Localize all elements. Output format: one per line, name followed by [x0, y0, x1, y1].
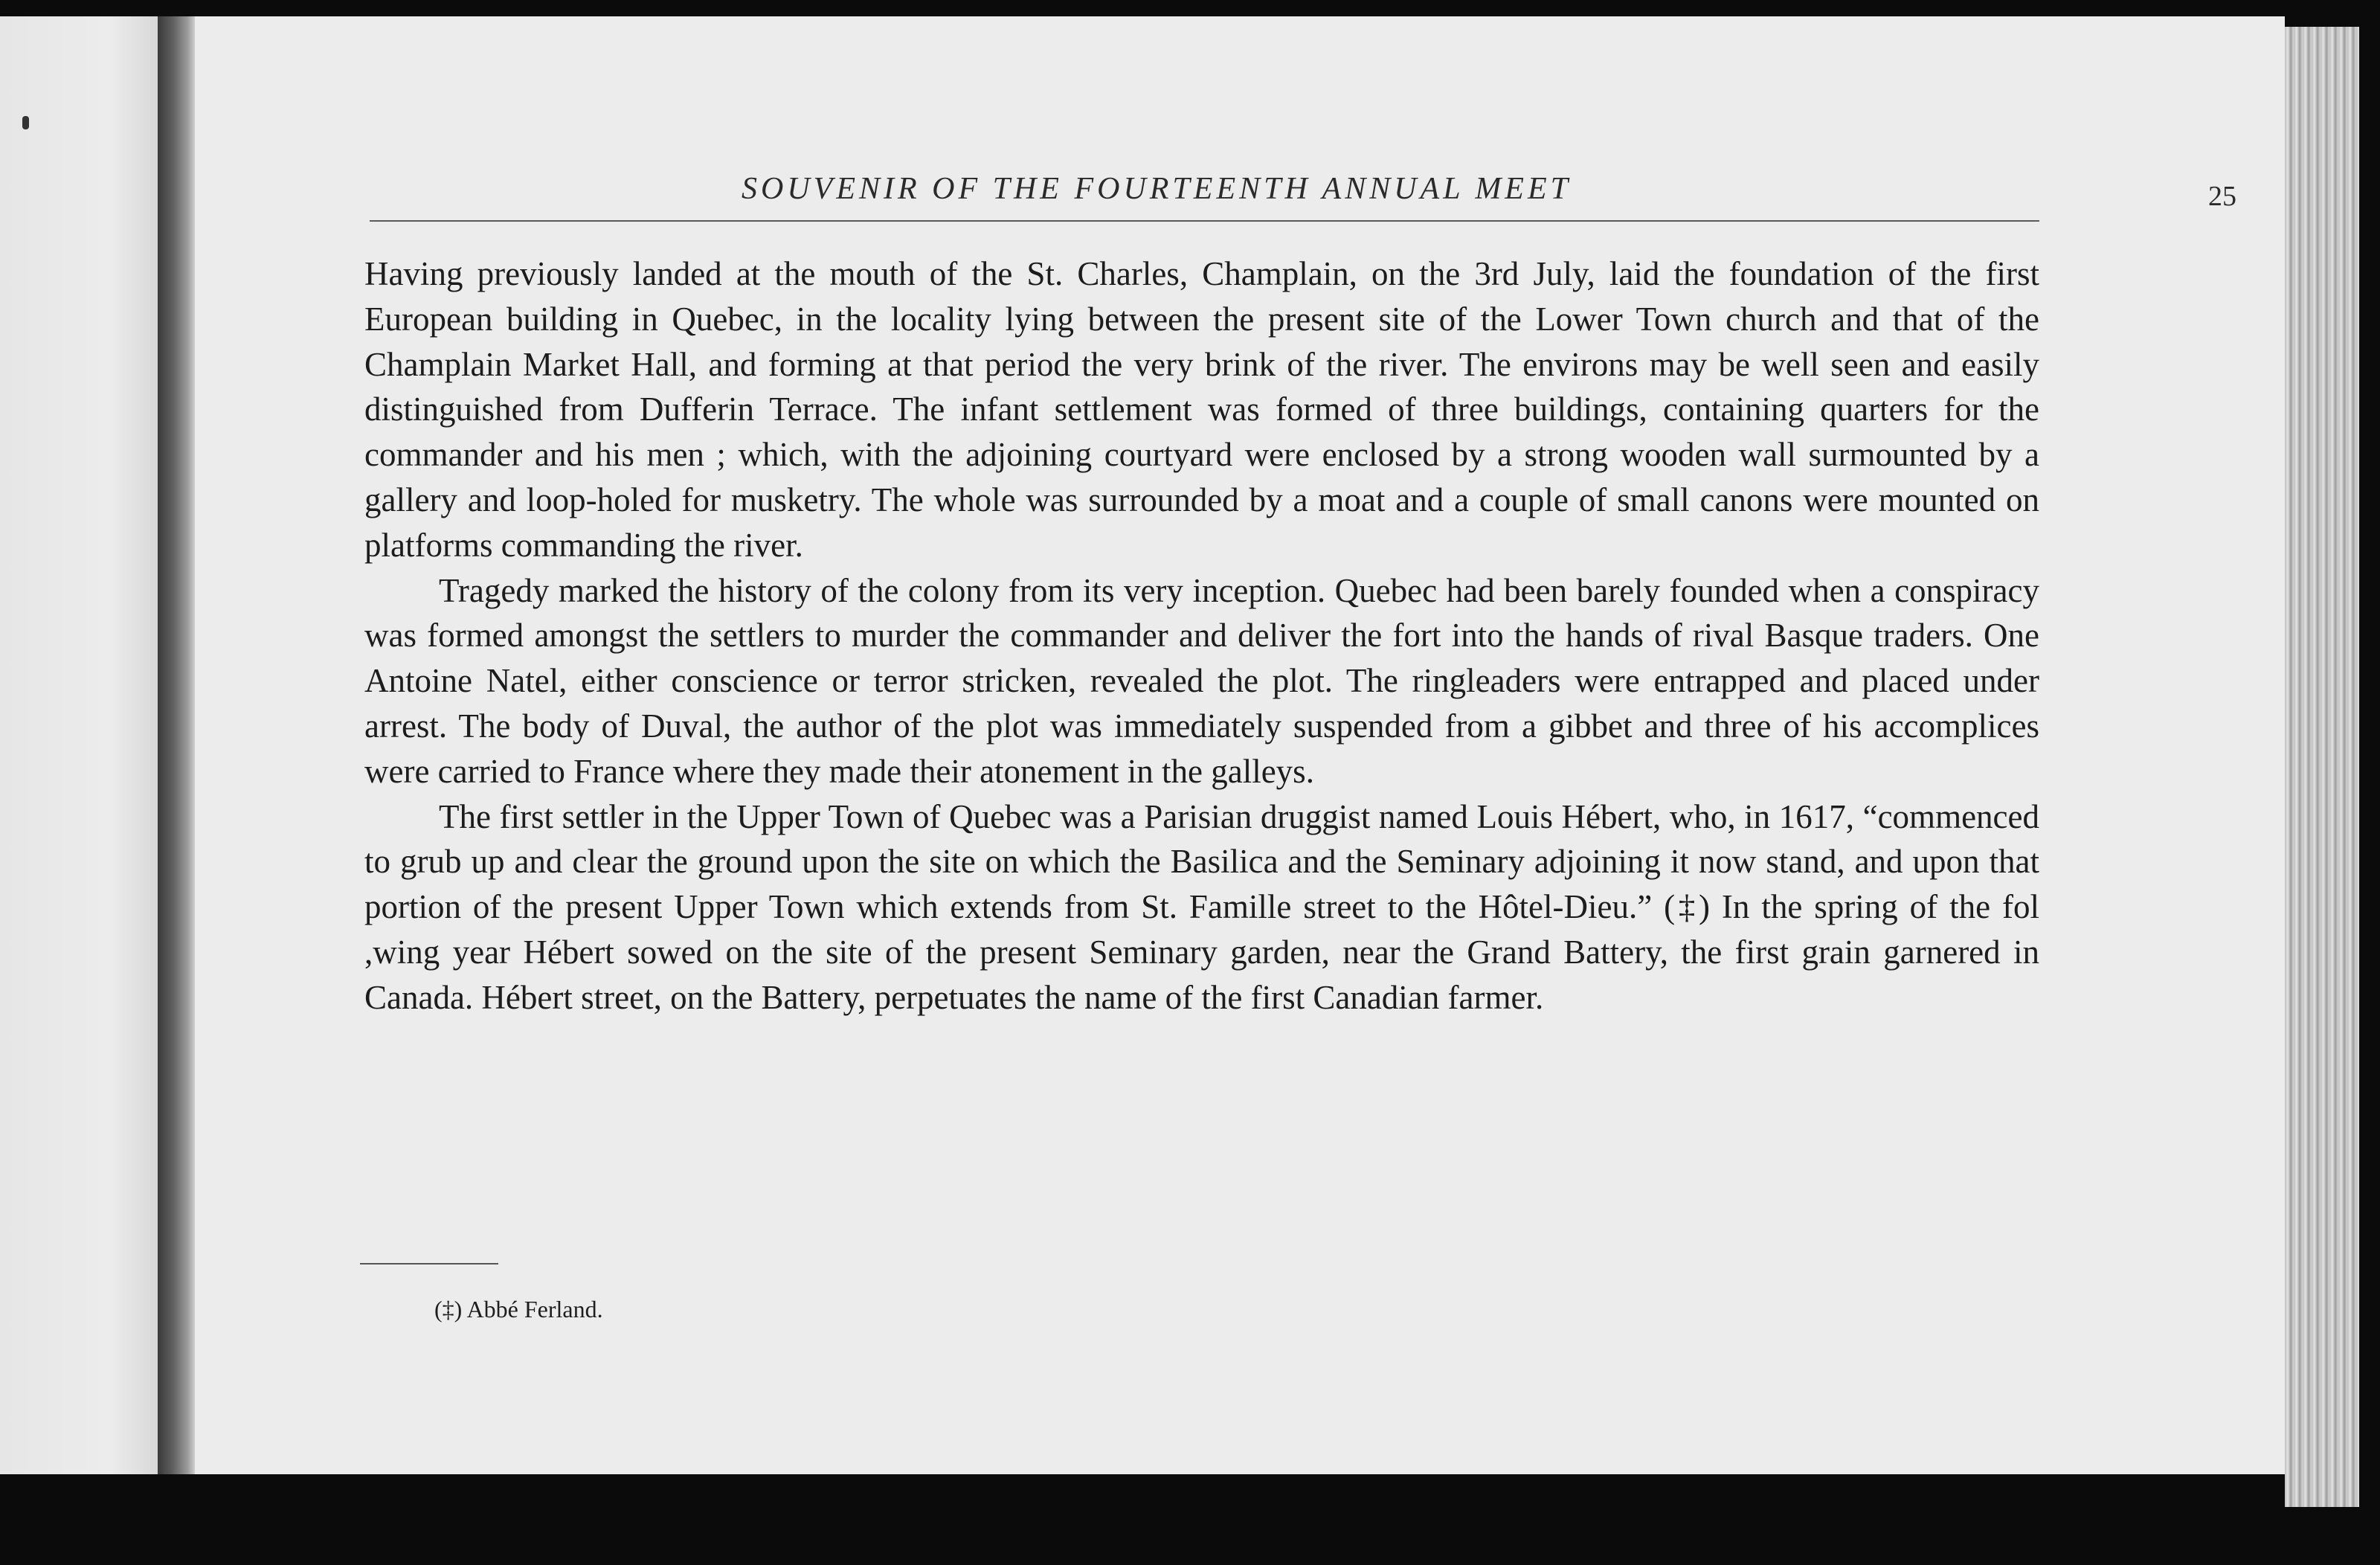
body-text [364, 251, 2039, 1021]
header-rule [370, 220, 2039, 222]
running-title: SOUVENIR OF THE FOURTEENTH ANNUAL MEET [742, 172, 1572, 206]
page-edges [2285, 27, 2359, 1507]
paragraph-3: The first settler in the Upper Town of Quebec was a Parisian druggist named Louis Hébert, who, in 1617, “commenced to grub up and clear the ground upon the site on which the Basilica and the Seminary adjoining it now stand, and upon that portion of the present Upper Town which extends from St. Famille street to the Hôtel-Dieu.” (‡) In the spring of the fol ,wing year Hébert sowed on the site of the present Seminary garden, near the Grand Battery, the first grain garnered in Canada. Hébert street, on the Battery, perpetuates the name of the first Canadian farmer. [364, 797, 2039, 1016]
book-page [195, 16, 2285, 1474]
footnote-rule [360, 1263, 498, 1264]
paragraph-1: Having previously landed at the mouth of the St. Charles, Champlain, on the 3rd July, laid the foundation of the first European building in Quebec, in the locality lying between the present site of the Lower Town church and that of the Champlain Market Hall, and forming at that period the very brink of the river. The environs may be well seen and easily distinguished from Dufferin Terrace. The infant settlement was formed of three buildings, containing quarters for the commander and his men ; which, with the adjoining courtyard were enclosed by a strong wooden wall surmounted by a gallery and loop-holed for musketry. The whole was surrounded by a moat and a couple of small canons were mounted on platforms commanding the river. [364, 255, 2039, 564]
paragraph-2: Tragedy marked the history of the colony from its very inception. Quebec had been barely founded when a conspiracy was formed amongst the settlers to murder the commander and deliver the fort into the hands of rival Basque traders. One Antoine Natel, either conscience or terror stricken, revealed the plot. The ringleaders were entrapped and placed under arrest. The body of Duval, the author of the plot was immediately suspended from a gibbet and three of his accomplices were carried to France where they made their atonement in the galleys. [364, 571, 2039, 790]
ink-speck [22, 116, 29, 129]
footnote: (‡) Abbé Ferland. [434, 1296, 603, 1323]
page-header [370, 156, 2236, 216]
binding-gutter [158, 16, 195, 1474]
left-page-edge [0, 16, 158, 1474]
page-number: 25 [2208, 181, 2236, 212]
